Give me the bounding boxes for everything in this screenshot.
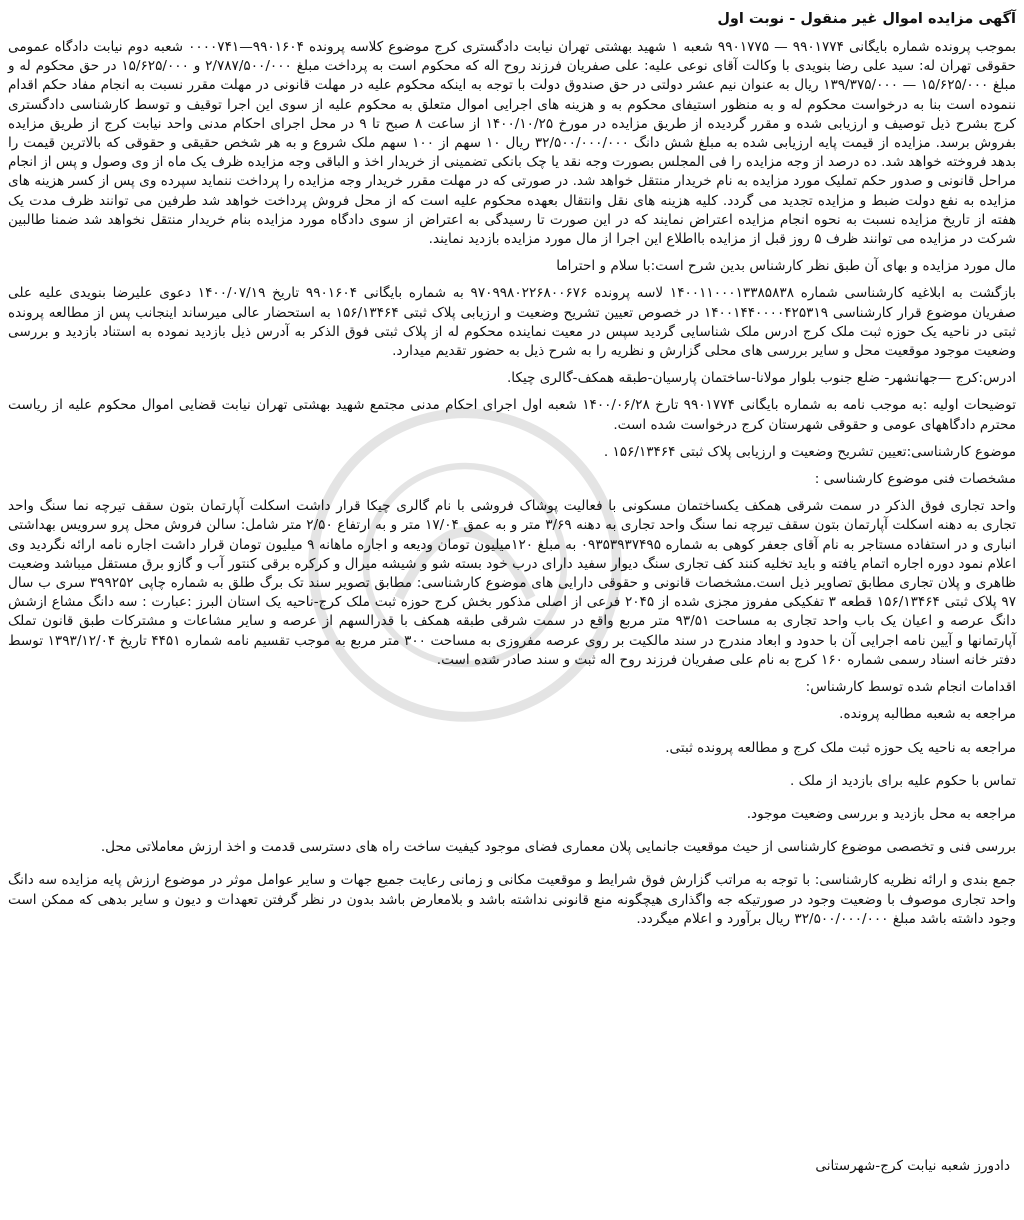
technical-specs-heading: مشخصات فنی موضوع کارشناسی : xyxy=(814,471,1016,488)
address-line: ادرس:کرج —جهانشهر- ضلع جنوب بلوار مولانا-ساختمان پارسیان-طبقه همکف-گالری چیکا. xyxy=(506,370,1016,387)
property-value-heading: مال مورد مزایده و بهای آن طبق نظر کارشناس بدین شرح است:با سلام و احتراما xyxy=(556,258,1016,275)
initial-notes-paragraph: توضیحات اولیه :به موجب نامه به شماره بایگانی ۹۹۰۱۷۷۴ تارخ ۱۴۰۰/۰۶/۲۸ شعبه اول اجرای احکام مدنی مجتمع شهید بهشتی تهران نیابت قضایی اموال محکوم علیه از ریاست محترم دادگاههای عومی و حقوقی شهرستان کرج درخواست شده است. xyxy=(8,397,1016,433)
action-item: مراجعه به شعبه مطالبه پرونده. xyxy=(839,706,1016,723)
conclusion-paragraph: جمع بندی و ارائه نظریه کارشناسی: با توجه به مراتب گزارش فوق شرایط و موقعیت مکانی و زمانی رعایت جمیع جهات و سایر عوامل موثر در موضوع ارزش پایه مزایده سه دانگ واحد تجاری موصوف با وضعیت وجود در صورتیکه جه واگذاری هیچگونه منع قانونی نداشته باشد و بلامعارض باشد بدون در نظر گرفتن تعهدات و دیون و سایر بدهی که ممکن است وجود داشته باشد مبلغ ۳۲/۵۰۰/۰۰۰/۰۰۰ ریال برآورد و اعلام میگردد. xyxy=(8,872,1016,927)
actions-heading: اقدامات انجام شده توسط کارشناس: xyxy=(805,679,1016,696)
signature-line: دادورز شعبه نیابت کرج-شهرستانی xyxy=(815,1158,1010,1174)
technical-specs-paragraph: واحد تجاری فوق الذکر در سمت شرقی همکف یکساختمان مسکونی با فعالیت پوشاک فروشی با نام گالری چیکا قرار داشت اسکلت آپارتمان بتون سقف تیرچه نما سنگ واحد تجاری به دهنه اسکلت آپارتمان بتون سقف تیرچه نما سنگ واحد تجاری به دهنه ۳/۶۹ متر و به عمق ۱۷/۰۴ متر و به ارتفاع ۲/۵۰ متر شامل: سالن فروش محل پرو سرویس بهداشتی انباری و در استفاده مستاجر به نام آقای جعفر کوهی به شماره ۰۹۳۵۳۹۳۷۴۹۵ به مبلغ ۱۲۰میلیون تومان ودیعه و اجاره ماهانه ۹ میلیون تومان قرار داشت اجاره نامه ارائه نگردید وی اعلام نمود دوره اجاره اتمام یافته و باید تخلیه کنند کف تجاری سنگ دیوار سفید دارای درب خود بسته شو و شیشه میرال و کرکره برقی کنتور آب و گازو برق مستقل میباشد وضعیت ظاهری و پلان تجاری مطابق تصاویر ذیل است.مشخصات قانونی و حقوقی دارایی های موضوع کارشناسی: مطابق تصویر سند تک برگ طلق به شماره چاپی ۳۹۹۲۵۲ سری ب سال ۹۷ پلاک ثبتی ۱۵۶/۱۳۴۶۴ قطعه ۳ تفکیکی مفروز مجزی شده از ۲۰۴۵ فرعی از اصلی مذکور بخش کرج حوزه ثبت ملک کرج-ناحیه یک استان البرز :عبارت : سه دانگ مشاع ازشش دانگ عرصه و اعیان یک باب واحد تجاری به مساحت ۹۳/۵۱ متر مربع واقع در سمت شرقی طبقه همکف با قدرالسهم از عرصه و سایر مشاعات و مشترکات طبق قانون تملک آپارتمانها و آیین نامه اجرایی آن با حدود و ابعاد مندرج در سند مالکیت بر روی عرصه مفروزی به مساحت ۳۰۰ متر مربع به موجب تقسیم نامه شماره ۴۴۵۱ تاریخ ۱۳۹۳/۱۲/۰۴ توسط دفتر خانه اسناد رسمی شماره ۱۶۰ کرج به نام علی صفریان فرزند روح اله ثبت و سند صادر شده است. xyxy=(8,498,1017,668)
action-item: بررسی فنی و تخصصی موضوع کارشناسی از حیث موقعیت جانمایی پلان معماری فضای موجود کیفیت ساخت راه های دسترسی قدمت و اخذ ارزش معاملاتی محل. xyxy=(100,839,1016,856)
action-item: مراجعه به ناحیه یک حوزه ثبت ملک کرج و مطالعه پرونده ثبتی. xyxy=(665,739,1016,756)
action-item: تماس با حکوم علیه برای بازدید از ملک . xyxy=(790,772,1016,789)
intro-paragraph: بموجب پرونده شماره بایگانی ۹۹۰۱۷۷۴ — ۹۹۰۱۷۷۵ شعبه ۱ شهید بهشتی تهران نیابت دادگستری کرج موضوع کلاسه پرونده ۹۹۰۱۶۰۴—۰۰۰۰۷۴۱ شعبه دوم نیابت دادگاه عمومی حقوقی تهران له: سید علی رضا بنویدی با وکالت آقای نوعی علیه: علی صفریان فرزند روح اله که محکوم است به پرداخت مبلغ ۲/۷۸۷/۵۰۰/۰۰۰ و ۱۵/۶۲۵/۰۰۰ در حق محکوم له و مبلغ ۱۵/۶۲۵/۰۰۰ — ۱۳۹/۳۷۵/۰۰۰ ریال به عنوان نیم عشر دولتی در حق صندوق دولت با توجه به اینکه محکوم علیه در مهلت قانونی در مهلت مقرر نسبت به انجام مفاد حکم اقدام ننموده است بنا به درخواست محکوم له و به منظور استیفای محکوم به و هزینه های اجرایی اموال متعلق به محکوم علیه از سوی این اجرا توقیف و توسط کارشناسی دادگستری کرج بشرح ذیل توصیف و ارزیابی شده و مقرر گردیده از طریق مزایده در مورخ ۱۴۰۰/۱۰/۲۵ از ساعت ۸ صبح تا ۹ در محل اجرای احکام مدنی واحد نیابت کرج از طریق مزایده بفروش برسد. مزایده از قیمت پایه ارزیابی شده به مبلغ شش دانگ ۳۲/۵۰۰/۰۰۰/۰۰۰ ریال ۱۰ سهم از ۱۰۰ سهم ملک شروع و به هر شخص حقیقی و حقوقی که بالاترین قیمت را بدهد فروخته خواهد شد. ده درصد از وجه مزایده را فی المجلس بصورت وجه نقد یا چک بانکی تضمینی از خریدار اخذ و الباقی وجه مزایده ظرف یک ماه از وی وصول و پس از انجام مراحل قانونی و صدور حکم تملیک مورد مزایده به نام خریدار منتقل خواهد شد. در صورتی که در مهلت مقرر خریدار وجه مزایده را پرداخت ننماید سپرده وی پس از کسر هزینه های مزایده به نفع دولت ضبط و مزایده تجدید می گردد. کلیه هزینه های نقل وانتقال بعهده محکوم علیه است که از محل فروش پرداخت خواهد شد طرفین می توانند ظرف مدت یک هفته از تاریخ مزایده نسبت به نحوه انجام مزایده اعتراض نمایند که در این صورت تا رسیدگی به اعتراض از سوی دادگاه مورد مزایده بنام خریدار منتقل نخواهد شد ضمنا طالبین شرکت در مزایده می توانند ظرف ۵ روز قبل از مزایده بااطلاع این اجرا از مال مورد مزایده بازدید نمایند. xyxy=(7,39,1017,248)
expert-report-paragraph: بازگشت به ابلاغیه کارشناسی شماره ۱۴۰۰۱۱۰۰۰۱۳۳۸۵۸۳۸ لاسه پرونده ۹۷۰۹۹۸۰۲۲۶۸۰۰۶۷۶ به شماره بایگانی ۹۹۰۱۶۰۴ تاریخ ۱۴۰۰/۰۷/۱۹ دعوی علیرضا بنویدی علیه علی صفریان موضوع قرار کارشناسی ۱۴۰۰۱۴۴۰۰۰۰۴۲۵۳۱۹ در خصوص تعیین تشریح وضعیت و ارزیابی پلاک ثبتی ۱۵۶/۱۳۴۶۴ به استحضار عالی میرساند اینجانب پس از مطالعه پرونده ثبتی در ناحیه یک حوزه ثبت ملک کرج ادرس ملک شناسایی گردید سپس در معیت نماینده محکوم له از پلاک ثبتی فوق الذکر به آدرس ذیل بازدید نموده به استناد بازدید و بررسی وضعیت موجود موقعیت محل و سایر بررسی های محلی گزارش و نظریه را به شرح ذیل به حضور تقدیم میدارد. xyxy=(8,285,1017,360)
subject-line: موضوع کارشناسی:تعیین تشریح وضعیت و ارزیابی پلاک ثبتی ۱۵۶/۱۳۴۶۴ . xyxy=(603,443,1016,460)
notice-title: آگهی مزایده اموال غیر منقول - نوبت اول xyxy=(717,11,1016,27)
action-item: مراجعه به محل بازدید و بررسی وضعیت موجود. xyxy=(746,805,1016,822)
